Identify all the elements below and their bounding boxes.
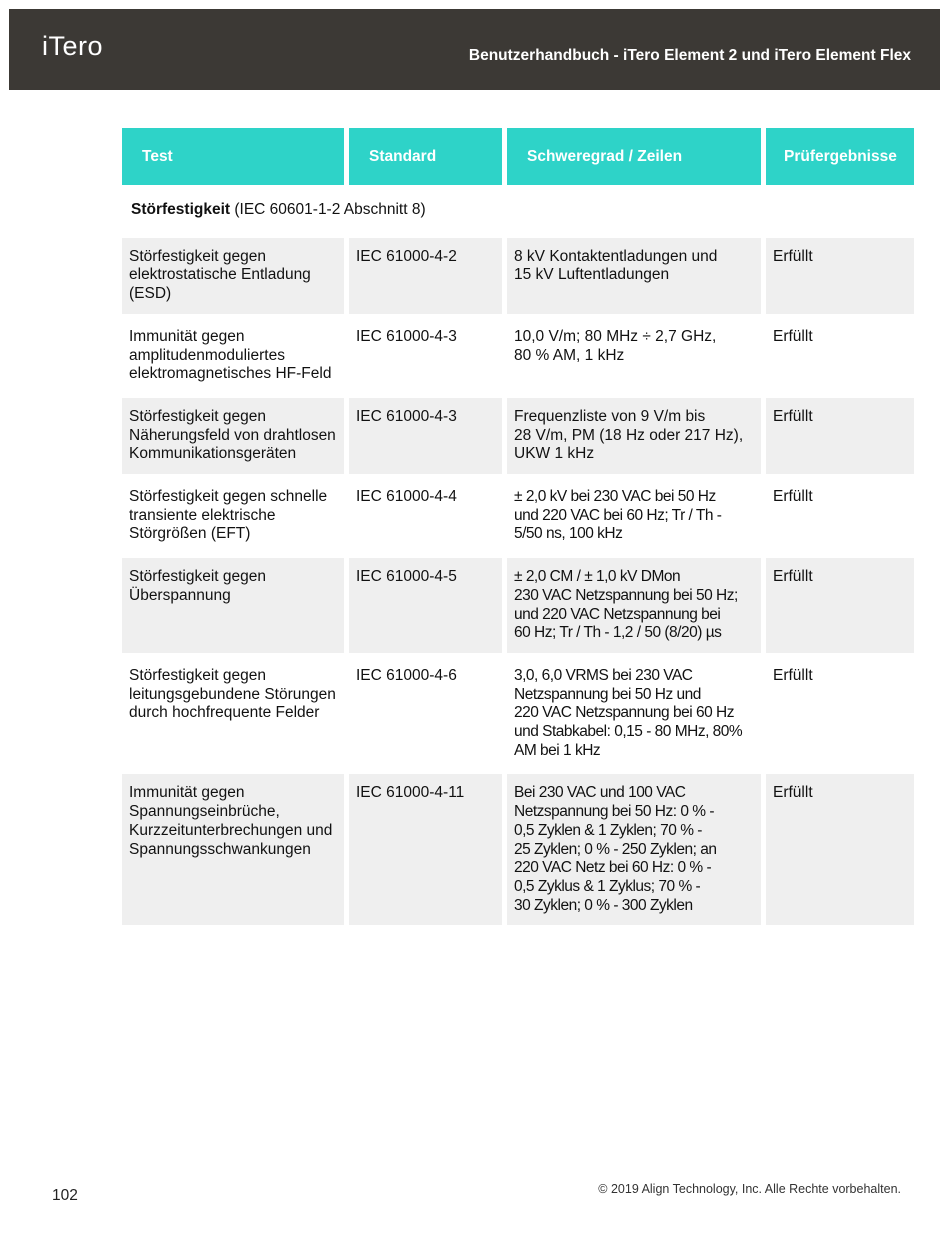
severity-line: und Stabkabel: 0,15 - 80 MHz, 80% (514, 723, 743, 741)
section-heading-rest: (IEC 60601-1-2 Abschnitt 8) (230, 201, 426, 218)
test-cell: Störfestigkeit gegen leitungsgebundene Störungen durch hochfrequente Felder (129, 666, 336, 722)
standard-cell: IEC 61000-4-11 (349, 774, 502, 925)
standard-cell: IEC 61000-4-2 (349, 238, 502, 314)
result-cell: Erfüllt (766, 238, 914, 314)
standard-cell: IEC 61000-4-3 (356, 327, 457, 345)
severity-line: ± 2,0 kV bei 230 VAC bei 50 Hz (514, 488, 716, 506)
table-row (122, 558, 914, 653)
page-header (9, 9, 940, 90)
severity-line: Netzspannung bei 50 Hz und (514, 685, 701, 703)
severity-cell (507, 238, 761, 314)
standard-cell: IEC 61000-4-6 (356, 666, 457, 684)
severity-cell (507, 398, 761, 474)
section-row (122, 189, 914, 234)
result-cell: Erfüllt (766, 398, 914, 474)
result-cell: Erfüllt (773, 666, 813, 684)
result-cell: Erfüllt (773, 327, 813, 345)
table-row (122, 398, 914, 474)
severity-line: AM bei 1 kHz (514, 741, 601, 759)
column-header-test: Test (122, 128, 344, 185)
severity-line: 3,0, 6,0 VRMS bei 230 VAC (514, 666, 693, 684)
severity-line: 15 kV Luftentladungen (514, 266, 670, 284)
test-cell: Immunität gegen Spannungseinbrüche, Kurzzeitunterbrechungen und Spannungsschwankungen (122, 774, 344, 925)
severity-line: 5/50 ns, 100 kHz (514, 525, 623, 543)
severity-line: 60 Hz; Tr / Th - 1,2 / 50 (8/20) µs (514, 624, 722, 642)
severity-line: 30 Zyklen; 0 % - 300 Zyklen (514, 896, 693, 914)
section-heading-bold: Störfestigkeit (131, 201, 231, 218)
severity-line: ± 2,0 CM / ± 1,0 kV DMon (514, 568, 681, 586)
test-cell: Störfestigkeit gegen Überspannung (122, 558, 344, 653)
table-row (122, 774, 914, 925)
severity-line: 220 VAC Netz bei 60 Hz: 0 % - (514, 859, 712, 877)
itero-logo: iTero (42, 31, 104, 61)
immunity-table-container (122, 124, 909, 929)
document-title: Benutzerhandbuch - iTero Element 2 und iTero Element Flex (468, 47, 911, 64)
immunity-table (117, 124, 919, 929)
table-row (122, 657, 914, 771)
table-row (122, 318, 914, 394)
standard-cell: IEC 61000-4-3 (349, 398, 502, 474)
severity-line: 0,5 Zyklus & 1 Zyklus; 70 % - (514, 877, 701, 895)
column-header-standard: Standard (349, 128, 502, 185)
severity-line: 28 V/m, PM (18 Hz oder 217 Hz), (514, 426, 744, 444)
page-number: 102 (52, 1187, 78, 1204)
severity-cell (507, 657, 761, 771)
column-header-result: Prüfergebnisse (766, 128, 914, 185)
result-cell: Erfüllt (773, 488, 813, 506)
table-header-row (122, 128, 914, 185)
severity-line: UKW 1 kHz (514, 445, 595, 463)
test-cell: Immunität gegen amplitudenmoduliertes elektromagnetisches HF-Feld (129, 327, 332, 383)
severity-line: 230 VAC Netzspannung bei 50 Hz; (514, 586, 738, 604)
severity-line: Frequenzliste von 9 V/m bis (514, 407, 706, 425)
severity-line: 0,5 Zyklen & 1 Zyklen; 70 % - (514, 821, 702, 839)
section-heading (122, 189, 914, 234)
severity-cell (507, 774, 761, 925)
severity-line: 80 % AM, 1 kHz (514, 346, 625, 364)
test-cell: Störfestigkeit gegen Näherungsfeld von drahtlosen Kommunikationsgeräten (122, 398, 344, 474)
column-header-severity: Schweregrad / Zeilen (507, 128, 761, 185)
severity-cell (507, 558, 761, 653)
severity-line: 25 Zyklen; 0 % - 250 Zyklen; an (514, 840, 717, 858)
table-row (122, 238, 914, 314)
table-row (122, 478, 914, 554)
severity-line: und 220 VAC Netzspannung bei (514, 605, 721, 623)
result-cell: Erfüllt (766, 558, 914, 653)
test-cell: Störfestigkeit gegen schnelle transiente elektrische Störgrößen (EFT) (129, 488, 328, 543)
test-cell: Störfestigkeit gegen elektrostatische Entladung (ESD) (122, 238, 344, 314)
severity-line: 10,0 V/m; 80 MHz ÷ 2,7 GHz, (514, 327, 717, 345)
result-cell: Erfüllt (766, 774, 914, 925)
standard-cell: IEC 61000-4-5 (349, 558, 502, 653)
severity-cell (507, 478, 761, 554)
copyright-notice: © 2019 Align Technology, Inc. Alle Rechte vorbehalten. (598, 1182, 901, 1196)
standard-cell: IEC 61000-4-4 (356, 488, 457, 506)
severity-line: Netzspannung bei 50 Hz: 0 % - (514, 803, 715, 821)
severity-line: 8 kV Kontaktentladungen und (514, 247, 718, 265)
severity-line: 220 VAC Netzspannung bei 60 Hz (514, 704, 734, 722)
severity-line: Bei 230 VAC und 100 VAC (514, 784, 686, 802)
severity-line: und 220 VAC bei 60 Hz; Tr / Th - (514, 506, 722, 524)
severity-cell (507, 318, 761, 394)
